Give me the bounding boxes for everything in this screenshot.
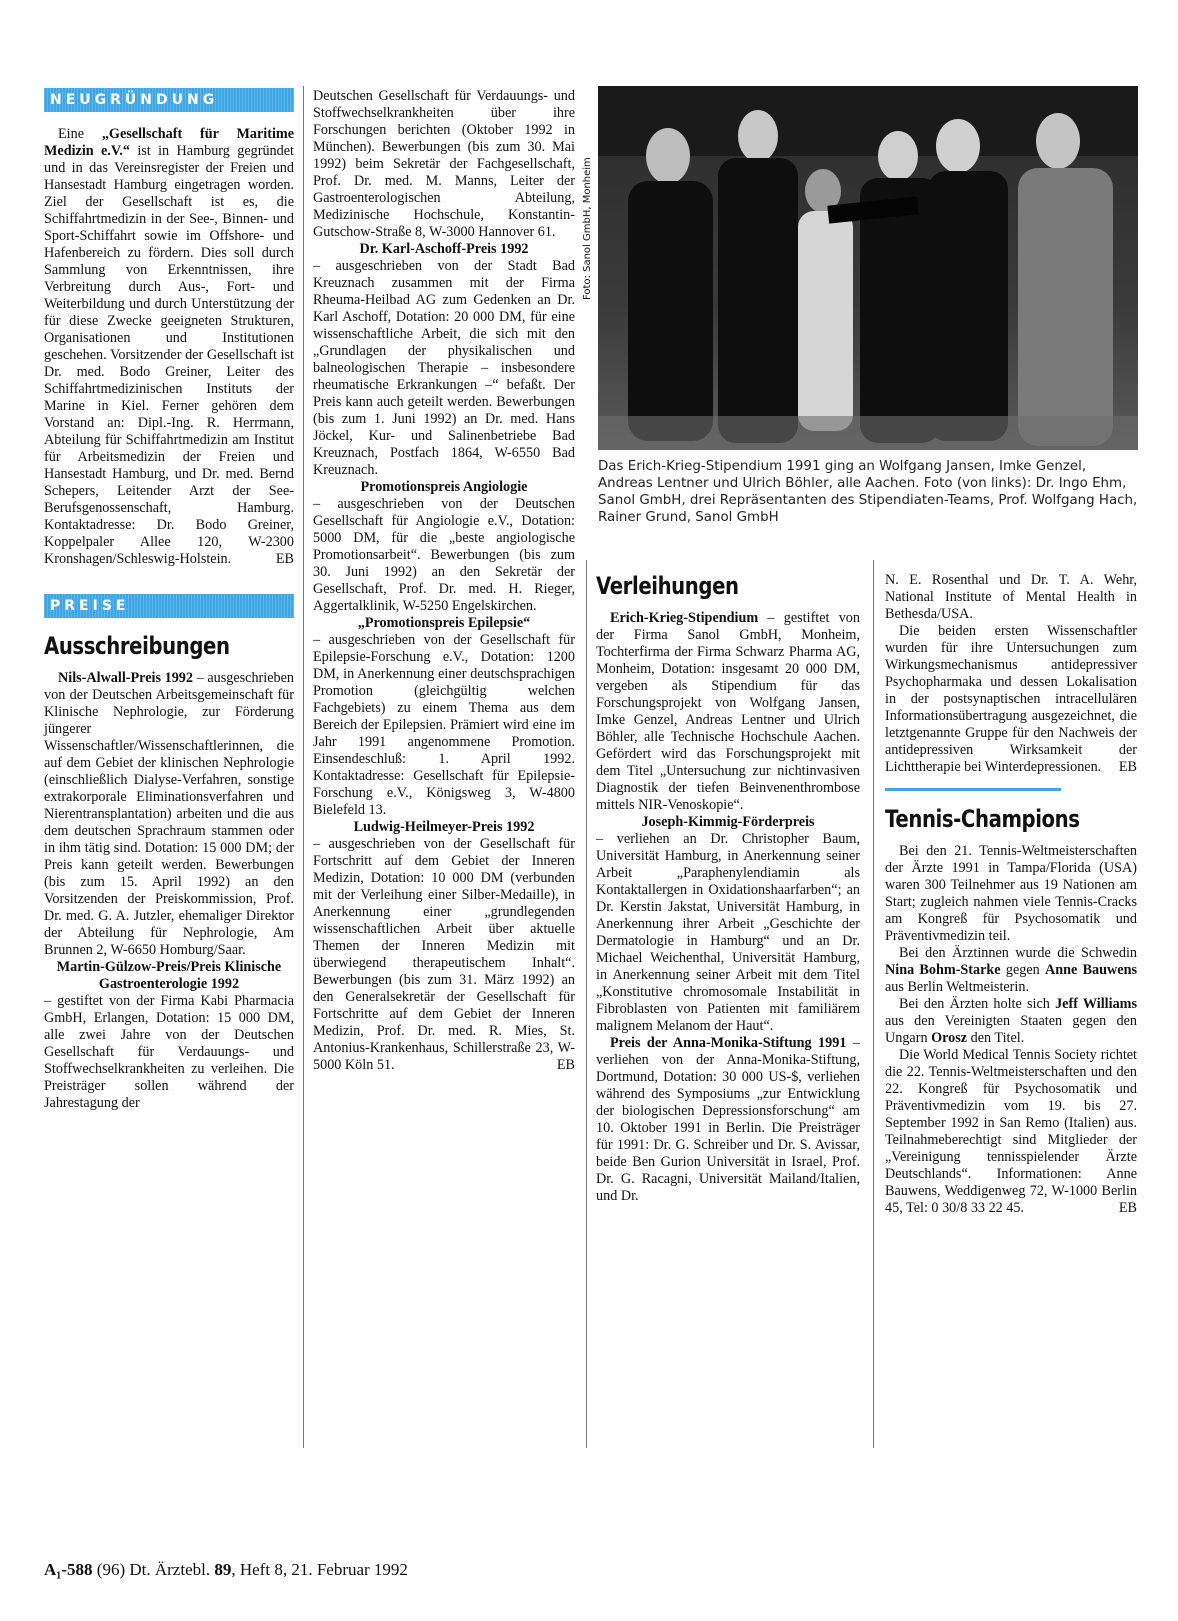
photo-caption: Das Erich-Krieg-Stipendium 1991 ging an Wolfgang Jansen, Imke Genzel, Andreas Lentner und Ulrich Böhler, alle Aachen. Foto (von links): Dr. Ingo Ehm, Sanol GmbH, drei Repräsentanten des Stipendiaten-Teams, Prof. Wolfgang Hach, Rainer Grund, Sanol GmbH bbox=[598, 459, 1138, 525]
heilmeyer-entry: Ludwig-Heilmeyer-Preis 1992 – ausgeschrieben von der Gesellschaft für Fortschritt auf dem Gebiet der Inneren Medizin, Dotation: 10 000 DM (verbunden mit der Verleihung einer Silber-Medaille), in Anerkennung einer „grundlegenden wissenschaftlichen Arbeit über aktuelle Themen der Inneren Medizin mit überwiegend therapeutischem Inhalt“. Bewerbungen (bis zum 31. März 1992) an den Generalsekretär der Gesellschaft für Fortschritte auf dem Gebiet der Inneren Medizin, Prof. Dr. med. R. Mies, St. Antonius-Krankenhaus, Schillerstraße 23, W-5000 Köln 51. EB bbox=[313, 819, 575, 1073]
award-photo-image bbox=[598, 86, 1138, 450]
page-footer: A₁-588 (96) Dt. Ärztebl. 89, Heft 8, 21. Februar 1992 bbox=[44, 1560, 408, 1579]
neugruendung-article: Eine „Gesellschaft für Maritime Medizin e.V.“ ist in Hamburg gegründet und in das Vereinsregister der Freien und Hansestadt Hamburg eingetragen worden. Ziel der Gesellschaft ist es, die Schiffahrtmedizin in der See-, Binnen- und Sport-Schiffahrt sowie im Offshore- und Hafenbereich zu fördern. Dies soll durch Sammlung von Erkenntnissen, ihre Verbreitung durch Aus-, Fort- und Weiterbildung und durch Unterstützung der für diese Zwecke geeigneten Strukturen, Organisationen und Institutionen geschehen. Vorsitzender der Gesellschaft ist Dr. med. Bodo Greiner, Leiter des Schiffahrtmedizinischen Instituts der Marine in Kiel. Ferner gehören dem Vorstand an: Dipl.-Ing. R. Herrmann, Abteilung für Schiffahrtmedizin am Institut für Arbeitsmedizin der Freien und Hansestadt Hamburg, und Dr. med. Bernd Schepers, Leitender Arzt der See-Berufsgenossenschaft, Hamburg. Kontaktadresse: Dr. Bodo Greiner, Koppelpaler Allee 120, W-2300 Kronshagen/Schleswig-Holstein. EB bbox=[44, 126, 295, 567]
volume-number: 89 bbox=[214, 1560, 232, 1579]
section-divider bbox=[885, 788, 1061, 791]
martin-guelzow-entry: Martin-Gülzow-Preis/Preis Klinische Gastroenterologie 1992 – gestiftet von der Firma Kabi Pharmacia GmbH, Erlangen, Dotation: 15 000 DM, alle zwei Jahre von der Deutschen Gesellschaft für Verdauungs- und Stoffwechselkrankheiten zu verleihen. Die Preisträger sollen während der Jahrestagung der bbox=[44, 959, 294, 1111]
anna-monika-details: Die beiden ersten Wissenschaftler wurden für ihre Untersuchungen zum Wirkungsmechanismus antidepressiver Psychopharmaka und dessen Lokalisation in der postsynaptischen intracellulären Informationsübertragung ausgezeichnet, die letztgenannte Gruppe für den Nachweis der antidepressiven Wirksamkeit der Lichttherapie bei Winterdepressionen. EB bbox=[885, 623, 1137, 775]
page-number: A₁-588 bbox=[44, 1560, 93, 1579]
tennis-paragraph-1: Bei den 21. Tennis-Weltmeisterschaften der Ärzte 1991 in Tampa/Florida (USA) waren 300 Teilnehmer aus 19 Nationen am Start; zugleich nahmen viele Tennis-Cracks am Kongreß für Psychosomatik und Präventivmedizin teil. bbox=[885, 843, 1137, 944]
epilepsie-entry: „Promotionspreis Epilepsie“ – ausgeschrieben von der Gesellschaft für Epilepsie-Forschung e.V., Dotation: 1200 DM, in Anerkennung einer deutschsprachigen Promotion (gleichgültig welchen Fachgebiets) zu einem Thema aus dem Bereich der Epilepsien. Prämiert wird eine im Jahr 1991 angenommene Promotion. Einsendeschluß: 1. April 1992. Kontaktadresse: Gesellschaft für Epilepsie-Forschung e.V., Königsweg 3, W-4800 Bielefeld 13. bbox=[313, 615, 575, 818]
section-label-preise: PREISE bbox=[44, 594, 294, 618]
heading-verleihungen: Verleihungen bbox=[596, 572, 739, 600]
column-2 bbox=[313, 88, 575, 1074]
angiologie-entry: Promotionspreis Angiologie – ausgeschrieben von der Deutschen Gesellschaft für Angiologie e.V., Dotation: 5000 DM, für die „beste angiologische Promotionsarbeit“. Bewerbungen (bis zum 30. Juni 1992) an den Sekretär der Gesellschaft, Prof. Dr. med. H. Rieger, Aggertalklinik, W-5250 Engelskirchen. bbox=[313, 479, 575, 614]
aschoff-entry: Dr. Karl-Aschoff-Preis 1992 – ausgeschrieben von der Stadt Bad Kreuznach zusammen mit der Firma Rheuma-Heilbad AG zum Gedenken an Dr. Karl Aschoff, Dotation: 20 000 DM, für eine wissenschaftliche Arbeit, die sich mit den „Grundlagen der physikalischen und balneologischen Therapie – insbesondere rheumatische Erkrankungen –“ befaßt. Der Preis kann auch geteilt werden. Bewerbungen (bis zum 1. Juni 1992) an Dr. med. Hans Jöckel, Kur- und Salinenbetriebe Bad Kreuznach, Postfach 1864, W-6550 Bad Kreuznach. bbox=[313, 241, 575, 478]
photo-credit: Foto: Sanol GmbH, Monheim bbox=[582, 157, 593, 300]
column-rule bbox=[873, 560, 874, 1448]
column-rule bbox=[303, 86, 304, 1448]
kimmig-entry: Joseph-Kimmig-Förderpreis – verliehen an Dr. Christopher Baum, Universität Hamburg, in Anerkennung seiner Arbeit „Paraphenylendiamin als Kontaktallergen in Oxidationshaarfarben“; an Dr. Kerstin Jakstat, Universität Hamburg, in Anerkennung ihrer Arbeit „Geschichte der Dermatologie in Hamburg“ und an Dr. Michael Weichenthal, Universität Hamburg, in Anerkennung seiner Arbeit mit dem Titel „Konstitutive chromosomale Instabilität in Fibroblasten von Patienten mit familiärem malignem Melanom der Haut“. bbox=[596, 814, 860, 1034]
author-signature: EB bbox=[556, 1057, 575, 1073]
column-4 bbox=[885, 572, 1137, 1217]
anna-monika-continued: N. E. Rosenthal und Dr. T. A. Wehr, National Institute of Mental Health in Bethesda/USA. bbox=[885, 572, 1137, 622]
heading-ausschreibungen: Ausschreibungen bbox=[44, 632, 230, 660]
award-photo bbox=[598, 86, 1138, 450]
tennis-paragraph-4: Die World Medical Tennis Society richtet die 22. Tennis-Weltmeisterschaften und den 22. Kongreß für Psychosomatik und Präventivmedizin vom 19. bis 27. September 1992 in San Remo (Italien) aus. Teilnahmeberechtigt sind Mitglieder der „Vereinigung tennisspielender Ärzte Deutschlands“. Informationen: Anne Bauwens, Weddigenweg 72, W-1000 Berlin 45, Tel: 0 30/8 33 22 45. EB bbox=[885, 1047, 1137, 1216]
author-signature: EB bbox=[275, 551, 294, 567]
author-signature: EB bbox=[1118, 759, 1137, 775]
nils-alwall-entry: Nils-Alwall-Preis 1992 – ausgeschrieben von der Deutschen Arbeitsgemeinschaft für Klinische Nephrologie, zur Förderung jüngerer Wissenschaftler/Wissenschaftlerinnen, die auf dem Gebiet der klinischen Nephrologie (einschließlich Dialyse-Verfahren, sonstige extrakorporale Eliminationsverfahren und Nierentransplantation) arbeiten und die aus dem deutschen Sprachraum stammen oder in ihm tätig sind. Dotation: 15 000 DM; der Preis kann geteilt werden. Bewerbungen (bis zum 15. April 1992) an den Vorsitzenden der Preiskommission, Prof. Dr. med. G. A. Jutzler, ehemaliger Direktor der Abteilung für Nephrologie, Am Brunnen 2, W-6650 Homburg/Saar. bbox=[44, 670, 294, 958]
section-label-neugruendung: NEUGRÜNDUNG bbox=[44, 88, 294, 112]
martin-guelzow-continued: Deutschen Gesellschaft für Verdauungs- und Stoffwechselkrankheiten über ihre Forschungen berichten (Oktober 1992 in München). Bewerbungen (bis zum 30. Mai 1992) beim Sekretär der Fachgesellschaft, Prof. Dr. med. M. Manns, Leiter der Gastroenterologischen Abteilung, Medizinische Hochschule, Konstantin-Gutschow-Straße 8, W-3000 Hannover 61. bbox=[313, 88, 575, 240]
tennis-paragraph-3: Bei den Ärzten holte sich Jeff Williams aus den Vereinigten Staaten gegen den Ungarn Orosz den Titel. bbox=[885, 996, 1138, 1046]
tennis-paragraph-2: Bei den Ärztinnen wurde die Schwedin Nina Bohm-Starke gegen Anne Bauwens aus Berlin Weltmeisterin. bbox=[885, 945, 1137, 995]
author-signature: EB bbox=[1118, 1200, 1137, 1216]
column-1 bbox=[44, 88, 294, 1112]
heading-tennis-champions: Tennis-Champions bbox=[885, 805, 1080, 833]
anna-monika-entry: Preis der Anna-Monika-Stiftung 1991 – verliehen von der Anna-Monika-Stiftung, Dortmund, Dotation: 30 000 US-$, verliehen während des Symposiums „zur Entwicklung der biologischen Depressionsforschung“ am 10. Oktober 1991 in Berlin. Die Preisträger für 1991: Dr. G. Schreiber und Dr. S. Avissar, beide Ben Gurion Universität in Israel, Prof. Dr. G. Racagni, Universität Mailand/Italien, und Dr. bbox=[596, 1035, 860, 1204]
column-rule bbox=[586, 560, 587, 1448]
erich-krieg-entry: Erich-Krieg-Stipendium – gestiftet von der Firma Sanol GmbH, Monheim, Tochterfirma der Firma Schwarz Pharma AG, Monheim, Dotation: insgesamt 20 000 DM, vergeben als Stipendium für das Forschungsprojekt von Wolfgang Jansen, Imke Genzel, Andreas Lentner und Ulrich Böhler, alle Technische Hochschule Aachen. Gefördert wird das Forschungsprojekt mit dem Titel „Untersuchung zur nichtinvasiven Diagnostik der tiefen Beinvenenthrombose mittels NIR-Venoskopie“. bbox=[596, 610, 860, 813]
column-3 bbox=[596, 572, 860, 1205]
